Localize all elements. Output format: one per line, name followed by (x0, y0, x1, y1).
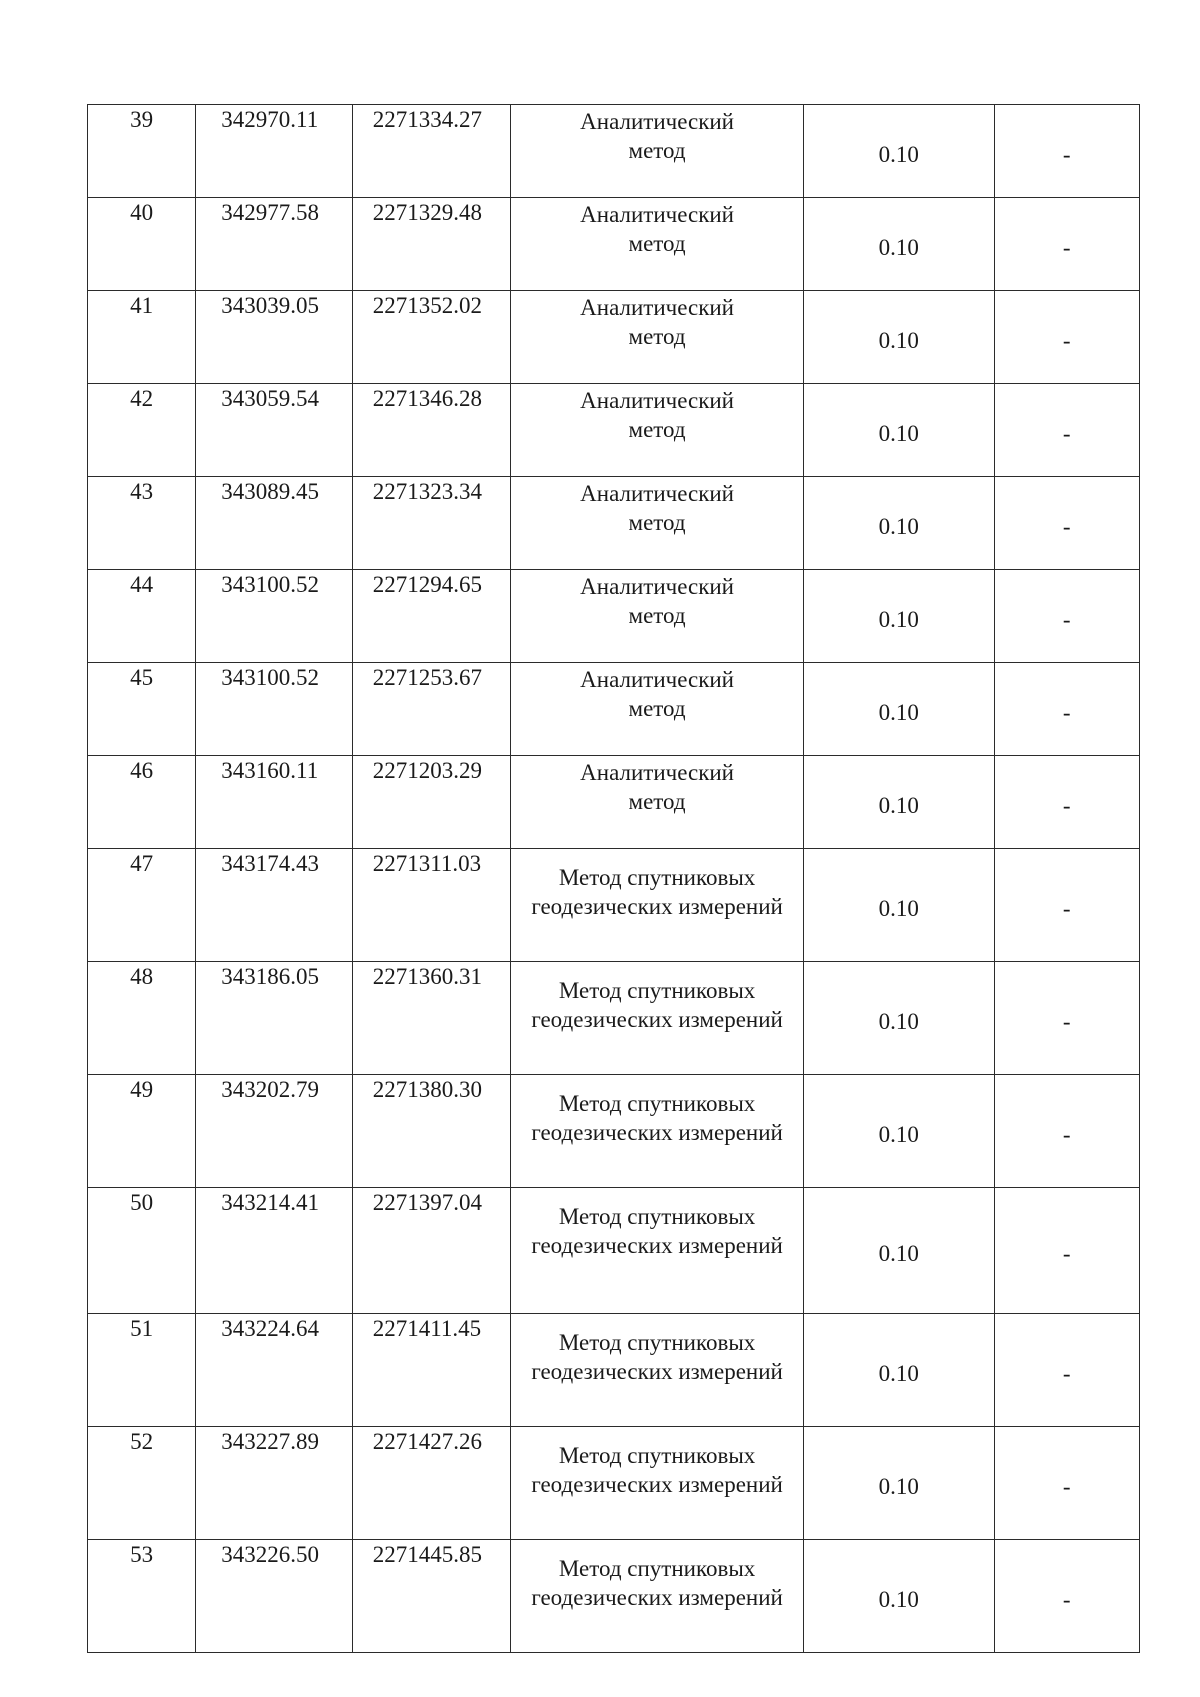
x-coordinate: 343160.11 (196, 756, 352, 849)
point-number: 44 (88, 570, 196, 663)
table-row (88, 570, 1140, 663)
description-value: - (994, 849, 1139, 962)
point-number: 46 (88, 756, 196, 849)
method-text: Аналитический метод (580, 202, 734, 256)
description-value: - (994, 477, 1139, 570)
description-value: - (994, 1188, 1139, 1314)
y-coordinate: 2271427.26 (352, 1427, 510, 1540)
method-text: Метод спутниковых геодезических измерений (531, 1443, 783, 1497)
method-text: Метод спутниковых геодезических измерений (531, 1556, 783, 1610)
y-coordinate: 2271294.65 (352, 570, 510, 663)
determination-method (511, 198, 804, 291)
determination-method (511, 291, 804, 384)
description-value: - (994, 962, 1139, 1075)
point-number: 43 (88, 477, 196, 570)
table-row (88, 1075, 1140, 1188)
y-coordinate: 2271380.30 (352, 1075, 510, 1188)
point-number: 40 (88, 198, 196, 291)
y-coordinate: 2271352.02 (352, 291, 510, 384)
description-value: - (994, 756, 1139, 849)
determination-method (511, 1314, 804, 1427)
x-coordinate: 343186.05 (196, 962, 352, 1075)
determination-method (511, 384, 804, 477)
method-text: Аналитический метод (580, 760, 734, 814)
description-value: - (994, 291, 1139, 384)
point-number: 48 (88, 962, 196, 1075)
accuracy-value: 0.10 (804, 1075, 995, 1188)
description-value: - (994, 1540, 1139, 1653)
y-coordinate: 2271411.45 (352, 1314, 510, 1427)
table-row (88, 384, 1140, 477)
accuracy-value: 0.10 (804, 1427, 995, 1540)
accuracy-value: 0.10 (804, 291, 995, 384)
description-value: - (994, 105, 1139, 198)
method-text: Аналитический метод (580, 667, 734, 721)
table-row (88, 756, 1140, 849)
table-row (88, 849, 1140, 962)
description-value: - (994, 1314, 1139, 1427)
y-coordinate: 2271334.27 (352, 105, 510, 198)
y-coordinate: 2271253.67 (352, 663, 510, 756)
table-row (88, 962, 1140, 1075)
coordinates-table (87, 104, 1140, 1653)
point-number: 39 (88, 105, 196, 198)
accuracy-value: 0.10 (804, 198, 995, 291)
point-number: 45 (88, 663, 196, 756)
description-value: - (994, 570, 1139, 663)
method-text: Метод спутниковых геодезических измерений (531, 1204, 783, 1258)
method-text: Аналитический метод (580, 574, 734, 628)
description-value: - (994, 663, 1139, 756)
determination-method (511, 105, 804, 198)
description-value: - (994, 198, 1139, 291)
x-coordinate: 343214.41 (196, 1188, 352, 1314)
method-text: Метод спутниковых геодезических измерений (531, 1330, 783, 1384)
x-coordinate: 343226.50 (196, 1540, 352, 1653)
accuracy-value: 0.10 (804, 1314, 995, 1427)
x-coordinate: 343089.45 (196, 477, 352, 570)
x-coordinate: 343227.89 (196, 1427, 352, 1540)
accuracy-value: 0.10 (804, 1188, 995, 1314)
x-coordinate: 343202.79 (196, 1075, 352, 1188)
method-text: Метод спутниковых геодезических измерений (531, 1091, 783, 1145)
determination-method (511, 756, 804, 849)
accuracy-value: 0.10 (804, 962, 995, 1075)
table-row (88, 1427, 1140, 1540)
table-row (88, 198, 1140, 291)
determination-method (511, 849, 804, 962)
point-number: 53 (88, 1540, 196, 1653)
x-coordinate: 343224.64 (196, 1314, 352, 1427)
determination-method (511, 1427, 804, 1540)
accuracy-value: 0.10 (804, 384, 995, 477)
method-text: Аналитический метод (580, 109, 734, 163)
x-coordinate: 343100.52 (196, 663, 352, 756)
point-number: 51 (88, 1314, 196, 1427)
accuracy-value: 0.10 (804, 756, 995, 849)
x-coordinate: 343059.54 (196, 384, 352, 477)
x-coordinate: 343174.43 (196, 849, 352, 962)
description-value: - (994, 384, 1139, 477)
method-text: Аналитический метод (580, 481, 734, 535)
point-number: 52 (88, 1427, 196, 1540)
table-row (88, 105, 1140, 198)
accuracy-value: 0.10 (804, 570, 995, 663)
determination-method (511, 1188, 804, 1314)
table-row (88, 477, 1140, 570)
determination-method (511, 962, 804, 1075)
accuracy-value: 0.10 (804, 1540, 995, 1653)
method-text: Метод спутниковых геодезических измерений (531, 978, 783, 1032)
y-coordinate: 2271360.31 (352, 962, 510, 1075)
method-text: Аналитический метод (580, 388, 734, 442)
y-coordinate: 2271203.29 (352, 756, 510, 849)
table-row (88, 1188, 1140, 1314)
determination-method (511, 1075, 804, 1188)
y-coordinate: 2271445.85 (352, 1540, 510, 1653)
point-number: 42 (88, 384, 196, 477)
accuracy-value: 0.10 (804, 477, 995, 570)
point-number: 41 (88, 291, 196, 384)
y-coordinate: 2271397.04 (352, 1188, 510, 1314)
method-text: Метод спутниковых геодезических измерений (531, 865, 783, 919)
x-coordinate: 342977.58 (196, 198, 352, 291)
description-value: - (994, 1427, 1139, 1540)
accuracy-value: 0.10 (804, 663, 995, 756)
accuracy-value: 0.10 (804, 105, 995, 198)
point-number: 47 (88, 849, 196, 962)
y-coordinate: 2271329.48 (352, 198, 510, 291)
x-coordinate: 343039.05 (196, 291, 352, 384)
table-row (88, 1540, 1140, 1653)
table-row (88, 1314, 1140, 1427)
y-coordinate: 2271323.34 (352, 477, 510, 570)
x-coordinate: 343100.52 (196, 570, 352, 663)
determination-method (511, 570, 804, 663)
y-coordinate: 2271346.28 (352, 384, 510, 477)
y-coordinate: 2271311.03 (352, 849, 510, 962)
method-text: Аналитический метод (580, 295, 734, 349)
point-number: 49 (88, 1075, 196, 1188)
determination-method (511, 663, 804, 756)
description-value: - (994, 1075, 1139, 1188)
table-row (88, 663, 1140, 756)
determination-method (511, 477, 804, 570)
determination-method (511, 1540, 804, 1653)
table-row (88, 291, 1140, 384)
accuracy-value: 0.10 (804, 849, 995, 962)
x-coordinate: 342970.11 (196, 105, 352, 198)
point-number: 50 (88, 1188, 196, 1314)
